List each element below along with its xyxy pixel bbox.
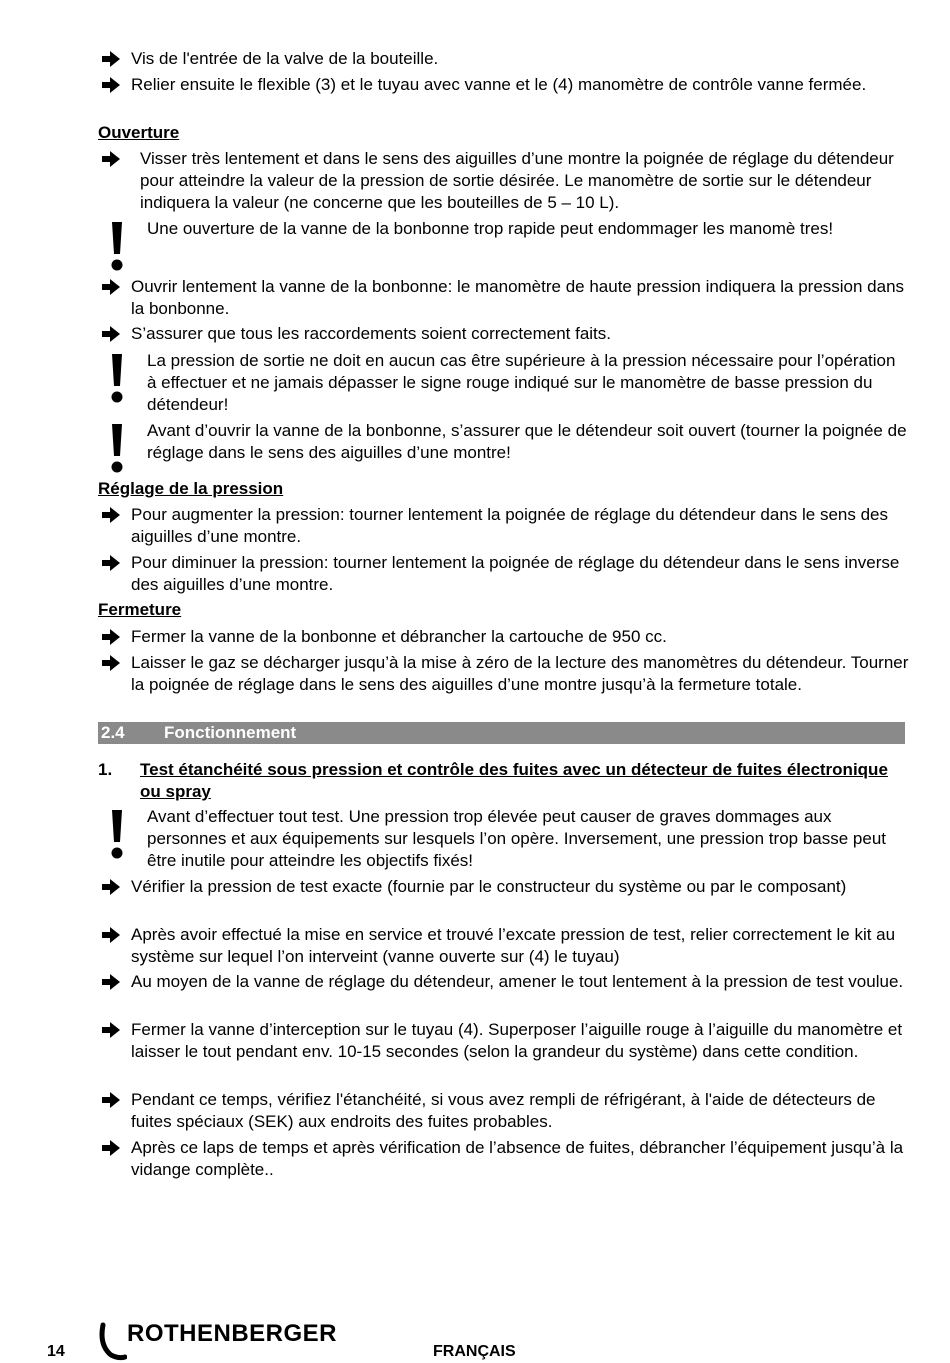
- arrow-icon: [100, 48, 122, 70]
- arrow-icon: [100, 1089, 122, 1111]
- instruction-text: Laisser le gaz se décharger jusqu’à la mise à zéro de la lecture des manomètres du détendeur. Tourner la poignée de réglage dans le sens des aiguilles d’une montre jusqu’à la fermeture totale.: [131, 653, 909, 694]
- exclamation-icon: [109, 220, 125, 272]
- arrow-icon: [100, 148, 122, 170]
- exclamation-icon: [109, 808, 125, 860]
- arrow-icon: [100, 876, 122, 898]
- instruction-text: Ouvrir lentement la vanne de la bonbonne: le manomètre de haute pression indiquera la pression dans la bonbonne.: [131, 277, 905, 318]
- brand-name: ROTHENBERGER: [127, 1320, 338, 1347]
- page-number: 14: [47, 1343, 65, 1360]
- warning-text: Une ouverture de la vanne de la bonbonne trop rapide peut endommager les manomè tres!: [147, 219, 834, 238]
- warning-text: La pression de sortie ne doit en aucun cas être supérieure à la pression nécessaire pour l’opération à effectuer et ne jamais dépasser le signe rouge indiqué sur le manomètre de basse pression du détendeur!: [147, 351, 896, 414]
- brand-logo: [97, 1321, 357, 1361]
- warning-text: Avant d’ouvrir la vanne de la bonbonne, s’assurer que le détendeur soit ouvert (tourner la poignée de réglage dans le sens des aiguilles d’une montre!: [147, 421, 907, 462]
- section-heading-fermeture: Fermeture: [98, 600, 182, 619]
- footer-language: FRANÇAIS: [433, 1343, 516, 1360]
- exclamation-icon: [109, 422, 125, 474]
- instruction-text: Après avoir effectué la mise en service et trouvé l’excate pression de test, relier correctement le kit au système sur lequel l’on interveint (vanne ouverte sur (4) le tuyau): [131, 925, 896, 966]
- arrow-icon: [100, 652, 122, 674]
- arrow-icon: [100, 626, 122, 648]
- instruction-text: Vis de l'entrée de la valve de la bouteille.: [131, 49, 439, 68]
- section-heading-ouverture: Ouverture: [98, 123, 180, 142]
- numbered-heading-text: Test étanchéité sous pression et contrôle des fuites avec un détecteur de fuites électronique ou spray: [140, 760, 888, 801]
- instruction-text: Pour augmenter la pression: tourner lentement la poignée de réglage du détendeur dans le sens des aiguilles d’une montre.: [131, 505, 889, 546]
- instruction-text: Pendant ce temps, vérifiez l'étanchéité, si vous avez rempli de réfrigérant, à l'aide de détecteurs de fuites spéciaux (SEK) aux endroits des fuites probables.: [131, 1090, 876, 1131]
- arrow-icon: [100, 276, 122, 298]
- instruction-text: S’assurer que tous les raccordements soient correctement faits.: [131, 324, 611, 343]
- exclamation-icon: [109, 352, 125, 404]
- instruction-text: Vérifier la pression de test exacte (fournie par le constructeur du système ou par le composant): [131, 877, 847, 896]
- arrow-icon: [100, 323, 122, 345]
- numbered-heading-number: 1.: [98, 760, 113, 779]
- section-header-bar: [98, 722, 905, 744]
- arrow-icon: [100, 924, 122, 946]
- instruction-text: Visser très lentement et dans le sens des aiguilles d’une montre la poignée de réglage du détendeur pour atteindre la valeur de la pression de sortie désirée. Le manomètre de sortie sur le détendeur indiquera la valeur (ne concerne que les bouteilles de 5 – 10 L).: [140, 149, 894, 212]
- arrow-icon: [100, 971, 122, 993]
- arrow-icon: [100, 74, 122, 96]
- arrow-icon: [100, 1019, 122, 1041]
- logo-mark-icon: [97, 1321, 127, 1361]
- arrow-icon: [100, 552, 122, 574]
- instruction-text: Fermer la vanne de la bonbonne et débrancher la cartouche de 950 cc.: [131, 627, 667, 646]
- instruction-text: Après ce laps de temps et après vérification de l’absence de fuites, débrancher l’équipement jusqu’à la vidange complète..: [131, 1138, 904, 1179]
- instruction-text: Au moyen de la vanne de réglage du détendeur, amener le tout lentement à la pression de test voulue.: [131, 972, 904, 991]
- section-number: 2.4: [101, 723, 125, 742]
- warning-text: Avant d’effectuer tout test. Une pression trop élevée peut causer de graves dommages aux personnes et aux équipements sur lesquels l’on opère. Inversement, une pression trop basse peut être inutile pour atteindre les objectifs fixés!: [147, 807, 887, 870]
- section-heading-reglage: Réglage de la pression: [98, 479, 284, 498]
- instruction-text: Relier ensuite le flexible (3) et le tuyau avec vanne et le (4) manomètre de contrôle vanne fermée.: [131, 75, 867, 94]
- arrow-icon: [100, 504, 122, 526]
- section-title: Fonctionnement: [164, 723, 297, 742]
- instruction-text: Pour diminuer la pression: tourner lentement la poignée de réglage du détendeur dans le sens inverse des aiguilles d’une montre.: [131, 553, 900, 594]
- instruction-text: Fermer la vanne d’interception sur le tuyau (4). Superposer l’aiguille rouge à l’aiguille du manomètre et laisser le tout pendant env. 10-15 secondes (selon la grandeur du système) dans cette condition.: [131, 1020, 903, 1061]
- arrow-icon: [100, 1137, 122, 1159]
